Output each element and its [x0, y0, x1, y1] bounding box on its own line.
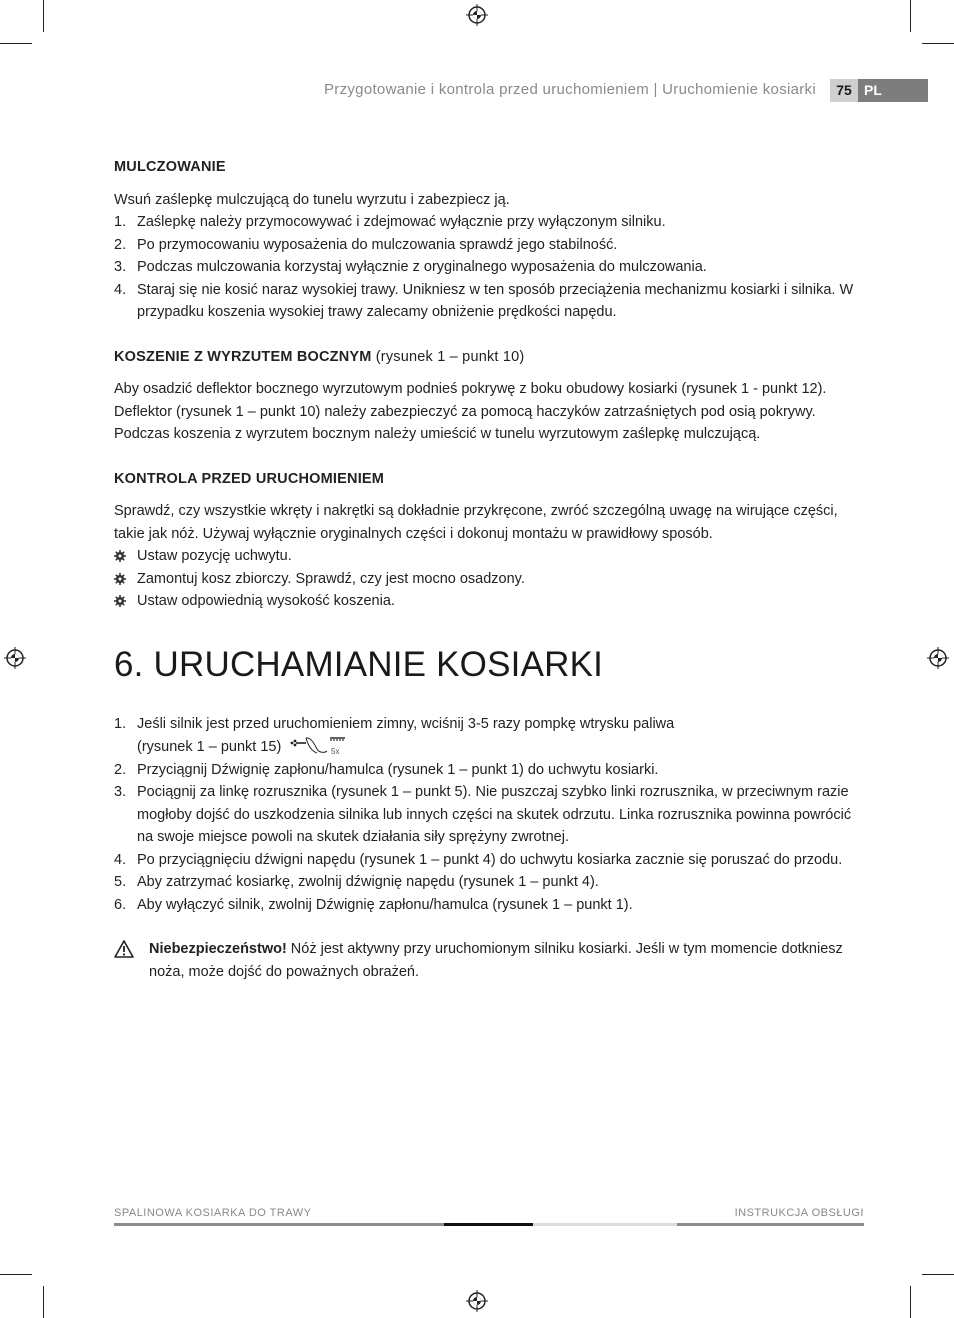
list-item: Ustaw pozycję uchwytu.	[114, 545, 864, 568]
crop-mark	[0, 1274, 32, 1275]
running-header: Przygotowanie i kontrola przed uruchomieniem | Uruchomienie kosiarki	[323, 81, 816, 98]
gear-bullet-icon	[114, 573, 126, 585]
section-heading-pre-check: KONTROLA PRZED URUCHOMIENIEM	[114, 470, 385, 487]
footer-divider	[677, 1223, 864, 1226]
crop-mark	[922, 43, 954, 44]
pre-check-bullets	[114, 545, 864, 613]
gear-bullet-icon	[114, 595, 126, 607]
list-item: 4. Staraj się nie kosić naraz wysokiej trawy. Unikniesz w ten sposób przeciążenia mechanizmu kosiarki i silnika. W przypadku koszenia wysokiej trawy zalecamy obniżenie prędkości napędu.	[114, 281, 854, 320]
crop-mark	[910, 0, 911, 32]
page-content	[114, 156, 864, 983]
side-discharge-text: Aby osadzić deflektor bocznego wyrzutowym podnieś pokrywę z boku obudowy kosiarki (rysunek 1 - punkt 12). Deflektor (rysunek 1 – punkt 10) należy zabezpieczyć za pomocą haczyków zatrzaśniętych pod osią pokrywy. Podczas koszenia z wyrzutem bocznym należy umieścić w tunelu wyrzutowym zaślepkę mulczującą.	[114, 381, 827, 442]
registration-mark-icon	[466, 1290, 488, 1312]
warning-text: Nóż jest aktywny przy uruchomionym silniku kosiarki. Jeśli w tym momencie dotkniesz noża, może dojść do poważnych obrażeń.	[149, 941, 843, 980]
mulching-list	[114, 211, 864, 324]
mulching-intro: Wsuń zaślepkę mulczującą do tunelu wyrzutu i zabezpiecz ją.	[114, 191, 510, 208]
registration-mark-icon	[466, 4, 488, 26]
list-item: 4. Po przyciągnięciu dźwigni napędu (rysunek 1 – punkt 4) do uchwytu kosiarka zacznie się poruszać do przodu.	[114, 851, 843, 868]
warning-label: Niebezpieczeństwo!	[149, 941, 287, 957]
footer-divider	[444, 1223, 533, 1226]
section-heading-mulching: MULCZOWANIE	[114, 159, 226, 175]
chapter-title: 6. URUCHAMIANIE KOSIARKI	[114, 644, 604, 684]
crop-mark	[43, 0, 44, 32]
figure-reference: (rysunek 1 – punkt 10)	[375, 348, 525, 365]
primer-pump-icon	[289, 735, 347, 757]
section-heading-side-discharge: KOSZENIE Z WYRZUTEM BOCZNYM (rysunek 1 – punkt 10)	[114, 348, 525, 365]
registration-mark-icon	[4, 647, 26, 669]
crop-mark	[0, 43, 32, 44]
page-number: 75	[830, 79, 858, 102]
danger-warning	[114, 938, 864, 983]
footer-divider	[114, 1223, 444, 1226]
list-item: 3. Podczas mulczowania korzystaj wyłącznie z oryginalnego wyposażenia do mulczowania.	[114, 259, 707, 275]
gear-bullet-icon	[114, 550, 126, 562]
list-item: 2. Przyciągnij Dźwignię zapłonu/hamulca (rysunek 1 – punkt 1) do uchwytu kosiarki.	[114, 761, 659, 778]
startup-steps-list	[114, 713, 864, 917]
list-item: 1. Jeśli silnik jest przed uruchomieniem zimny, wciśnij 3-5 razy pompkę wtrysku paliwa (rysunek 1 – punkt 15) 5x	[114, 715, 675, 756]
list-item: Ustaw odpowiednią wysokość koszenia.	[114, 590, 864, 613]
pre-check-text: Sprawdź, czy wszystkie wkręty i nakrętki są dokładnie przykręcone, zwróć szczególną uwagę na wirujące części, takie jak nóż. Używaj wyłącznie oryginalnych części i dokonuj montażu w prawidłowy sposób.	[114, 503, 838, 542]
list-item: 6. Aby wyłączyć silnik, zwolnij Dźwignię zapłonu/hamulca (rysunek 1 – punkt 1).	[114, 896, 633, 913]
crop-mark	[43, 1286, 44, 1318]
crop-mark	[922, 1274, 954, 1275]
footer-product-name: SPALINOWA KOSIARKA DO TRAWY	[114, 1207, 312, 1219]
footer-divider	[533, 1223, 677, 1226]
list-item: 3. Pociągnij za linkę rozrusznika (rysunek 1 – punkt 5). Nie puszczaj szybko linki rozrusznika, w przeciwnym razie mogłoby dojść do uszkodzenia silnika lub innych części na skutek odrzutu. Linka rozrusznika powinna powrócić na swoje miejsce powoli na skutek działania siły sprężyny zwrotnej.	[114, 784, 852, 845]
footer-doc-type: INSTRUKCJA OBSŁUGI	[734, 1207, 864, 1219]
crop-mark	[910, 1286, 911, 1318]
language-code: PL	[864, 82, 882, 98]
list-item: 2. Po przymocowaniu wyposażenia do mulczowania sprawdź jego stabilność.	[114, 236, 618, 253]
list-item: 1. Zaślepkę należy przymocowywać i zdejmować wyłącznie przy wyłączonym silniku.	[114, 214, 666, 230]
pump-count-label: 5x	[331, 747, 340, 756]
warning-triangle-icon	[114, 940, 134, 958]
list-item: Zamontuj kosz zbiorczy. Sprawdź, czy jest mocno osadzony.	[114, 568, 864, 591]
registration-mark-icon	[927, 647, 949, 669]
list-item: 5. Aby zatrzymać kosiarkę, zwolnij dźwignię napędu (rysunek 1 – punkt 4).	[114, 874, 599, 890]
